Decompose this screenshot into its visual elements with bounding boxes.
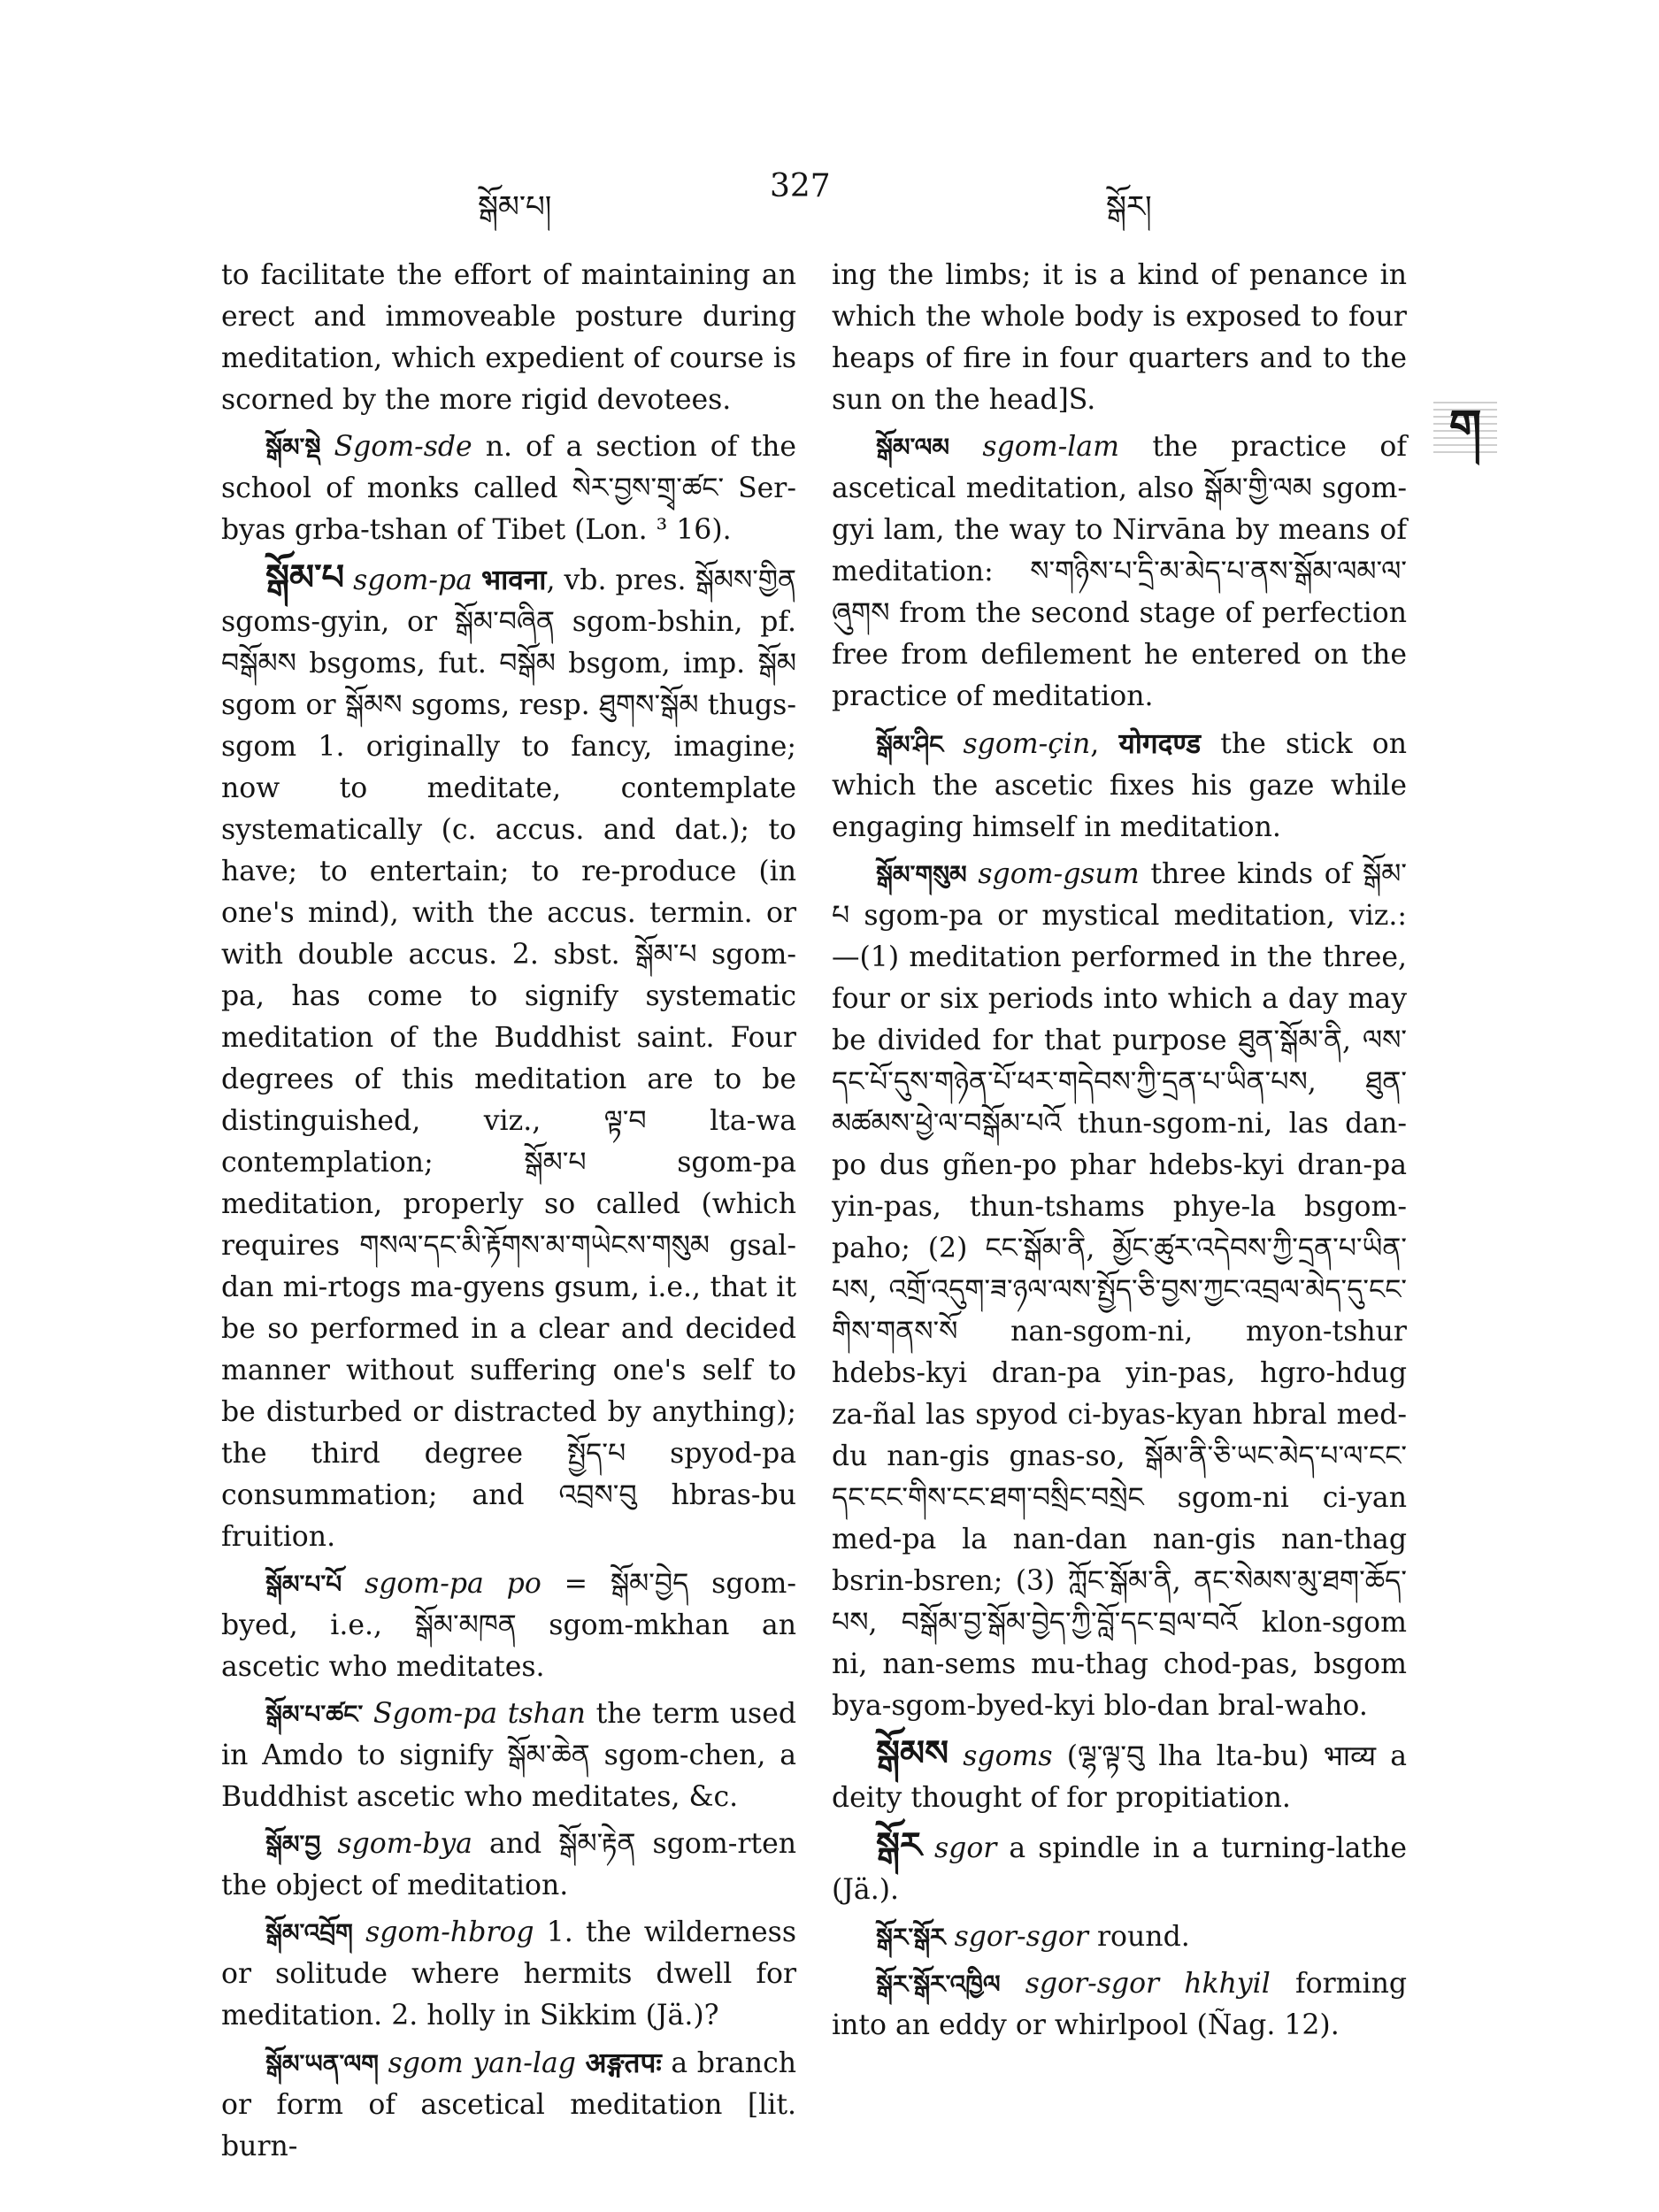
entry-definition: = སྒོམ་བྱེད sgom-byed, i.e., སྒོམ་མཁན sgom-mkhan an ascetic who meditates. <box>221 1568 796 1683</box>
page-number: 327 <box>770 168 831 204</box>
entry-definition: (ལྷ་ལྟ་བུ lha lta-bu) भाव्य a deity thought of for propitiation. <box>832 1740 1407 1814</box>
entry-headword: སྒོམ་བྱ <box>265 1830 321 1859</box>
entry-transliteration: sgom yan-lag <box>388 2047 576 2079</box>
entry-definition: forming into an eddy or whirlpool (Ñag. 12). <box>832 1968 1408 2041</box>
entry-headword: སྒོམ་ཤིང <box>876 730 944 759</box>
dictionary-entry <box>832 426 1407 718</box>
entry-sanskrit: अङ्गतपः <box>585 2047 662 2079</box>
entry-sanskrit: भावना <box>480 564 547 596</box>
entry-definition: the term used in Amdo to signify སྒོམ་ཆེན sgom-chen, a Buddhist ascetic who meditates, &c. <box>221 1698 796 1813</box>
entry-headword: སྒོམ་ཡན་ལག <box>265 2049 379 2078</box>
entry-transliteration: sgom-pa <box>353 565 472 596</box>
right-column <box>832 255 1407 2052</box>
entry-definition: three kinds of སྒོམ་པ sgom-pa or mystical meditation, viz.:—(1) meditation performed in the three, four or six periods into which a day may be divided for that purpose ཐུན་སྒོམ་ནི, ལས་དང་པོ་དུས་གཉེན་པོ་ཕར་གདེབས་ཀྱི་དྲན་པ་ཡིན་པས, ཐུན་མཚམས་ཕྱེ་ལ་བསྒོམ་པའོ thun-sgom-ni, las dan-po dus gñen-po phar hdebs-kyi dran-pa yin-pas, thun-tshams phye-la bsgom-paho; (2) ངང་སྒོམ་ནི, མྱོང་ཚུར་འདེབས་ཀྱི་དྲན་པ་ཡིན་པས, འགྲོ་འདུག་ཟ་ཉལ་ལས་སྤྱོད་ཅི་བྱས་ཀྱང་འབྲལ་མེད་དུ་ངང་གིས་གནས་སོ nan-sgom-ni, myon-tshur hdebs-kyi dran-pa yin-pas, hgro-hdug za-ñal las spyod ci-byas-kyan hbral med-du nan-gis gnas-so, སྒོམ་ནི་ཅི་ཡང་མེད་པ་ལ་ངང་དང་ངང་གིས་ངང་ཐག་བསྲིང་བསྲེང sgom-ni ci-yan med-pa la nan-dan nan-gis nan-thag bsrin-bsren; (3) ཀློང་སྒོམ་ནི, ནང་སེམས་མུ་ཐག་ཆོད་པས, བསྒོམ་བྱ་སྒོམ་བྱེད་ཀྱི་བློ་དང་བྲལ་བའོ klon-sgom ni, nan-sems mu-thag chod-pas, bsgom bya-sgom-byed-kyi blo-dan bral-waho. <box>832 858 1408 1722</box>
entry-transliteration: Sgom-sde <box>334 431 472 463</box>
entry-headword: སྒོར་སྒོར <box>876 1923 946 1952</box>
left-column <box>221 255 796 2173</box>
dictionary-entry <box>832 1824 1407 1911</box>
entry-sanskrit: योगदण्ड <box>1118 727 1202 760</box>
entry-headword: སྒོར་སྒོར་འཁྱིལ <box>876 1970 1001 1999</box>
dictionary-entry <box>221 426 796 551</box>
dictionary-entry <box>221 1563 796 1688</box>
dictionary-entry <box>221 1694 796 1818</box>
entry-headword: སྒོམ་ལམ <box>876 433 950 462</box>
entry-headword: སྒོམ་པ་ཚང་ <box>265 1700 364 1729</box>
entry-definition: and སྒོམ་རྟེན sgom-rten the object of meditation. <box>221 1828 796 1901</box>
entry-definition: n. of a section of the school of monks called སེར་བྱས་གྲྭ་ཚང་ Ser-byas grba-tshan of Tibet (Lon. ³ 16). <box>221 431 796 546</box>
dictionary-entry <box>221 1912 796 2037</box>
entry-headword: སྒོར <box>876 1824 922 1866</box>
entry-transliteration: sgor-sgor hkhyil <box>1025 1968 1271 2000</box>
entry-definition: , vb. pres. སྒོམས་གྱིན sgoms-gyin, or སྒོམ་བཞིན sgom-bshin, pf. བསྒོམས bsgoms, fut. བསྒོམ bsgom, imp. སྒོམ sgom or སྒོམས sgoms, resp. ཐུགས་སྒོམ thugs-sgom 1. originally to fancy, imagine; now to meditate, contemplate systematically (c. accus. and dat.); to have; to entertain; to re-produce (in one's mind), with the accus. termin. or with double accus. 2. sbst. སྒོམ་པ sgom-pa, has come to signify systematic meditation of the Buddhist saint. Four degrees of this meditation are to be distinguished, viz., ལྟ་བ lta-wa contemplation; སྒོམ་པ sgom-pa meditation, properly so called (which requires གསལ་དང་མི་རྟོགས་མ་གཡེངས་གསུམ gsal-dan mi-rtogs ma-gyens gsum, i.e., that it be so performed in a clear and decided manner without suffering one's self to be disturbed or distracted by anything); the third degree སྤྱོད་པ spyod-pa consummation; and འབྲས་བུ hbras-bu fruition. <box>221 565 797 1553</box>
thumb-index-letter: ག <box>1433 396 1497 458</box>
entry-transliteration: sgoms <box>963 1740 1053 1772</box>
dictionary-entry <box>832 854 1407 1727</box>
dictionary-entry: སྒོམ་ཤིང sgom-çin, योगदण्ड the stick on which the ascetic fixes his gaze while engaging himself in meditation. <box>832 727 1407 843</box>
entry-definition: the stick on which the ascetic fixes his gaze while engaging himself in meditation. <box>832 728 1407 843</box>
entry-transliteration: sgor <box>933 1832 997 1864</box>
dictionary-entry <box>221 2042 796 2168</box>
entry-transliteration: sgom-çin <box>963 728 1091 760</box>
entry-transliteration: sgom-pa po <box>365 1568 541 1600</box>
entry-headword: སྒོམ་པ <box>265 557 345 598</box>
dictionary-entry <box>832 1732 1407 1819</box>
entry-transliteration: sgom-lam <box>982 431 1119 463</box>
dictionary-entry <box>832 1916 1407 1958</box>
running-header <box>212 168 1433 225</box>
entry-definition: the practice of ascetical meditation, also སྒོམ་གྱི་ལམ sgom-gyi lam, the way to Nirvāna by means of meditation: ས་གཉིས་པ་དྲི་མ་མེད་པ་ནས་སྒོམ་ལམ་ལ་ཞུགས from the second stage of perfection free from defilement he entered on the practice of meditation. <box>832 431 1407 712</box>
entry-transliteration: Sgom-pa tshan <box>373 1698 586 1730</box>
entry-headword: སྒོམ་འབྲོག <box>265 1918 353 1947</box>
dictionary-entry <box>832 1963 1407 2047</box>
continued-entry-text: to facilitate the effort of maintaining an erect and immoveable posture during meditation, which expedient of course is scorned by the more rigid devotees. <box>221 259 796 416</box>
entry-headword: སྒོམས <box>876 1732 949 1774</box>
entry-definition: a branch or form of ascetical meditation [lit. burn- <box>221 2047 797 2162</box>
entry-headword: སྒོམ་སྡེ <box>265 433 321 462</box>
continued-entry-text: ing the limbs; it is a kind of penance in which the whole body is exposed to four heaps of fire in four quarters and to the sun on the head]S. <box>832 259 1407 416</box>
entry-transliteration: sgom-bya <box>337 1828 472 1860</box>
header-right-word: སྒོར། <box>1106 189 1152 225</box>
entry-transliteration: sgor-sgor <box>954 1921 1088 1953</box>
entry-definition: 1. the wilderness or solitude where hermits dwell for meditation. 2. holly in Sikkim (Jä.)? <box>221 1916 797 2032</box>
dictionary-entry <box>221 1824 796 1907</box>
entry-definition: a spindle in a turning-lathe (Jä.). <box>832 1832 1407 1906</box>
entry-transliteration: sgom-gsum <box>978 858 1140 890</box>
entry-headword: སྒོམ་པ་པོ <box>265 1570 342 1599</box>
header-left-word: སྒོམ་པ། <box>478 189 552 225</box>
entry-definition: round. <box>1087 1921 1190 1953</box>
dictionary-entry <box>221 557 796 1558</box>
entry-headword: སྒོམ་གསུམ <box>876 860 967 889</box>
entry-transliteration: sgom-hbrog <box>365 1916 534 1948</box>
